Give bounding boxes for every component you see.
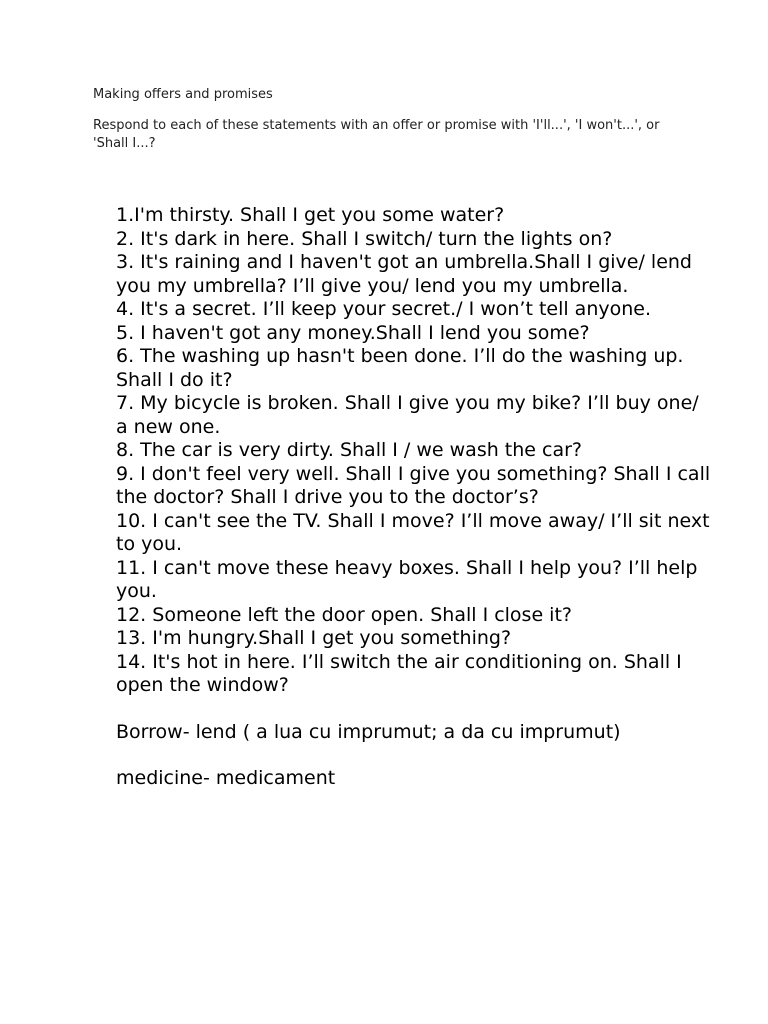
vocabulary-note-borrow-lend: Borrow- lend ( a lua cu imprumut; a da cu imprumut) bbox=[116, 720, 621, 743]
answer-item-7: 7. My bicycle is broken. Shall I give you my bike? I’ll buy one/ a new one. bbox=[116, 392, 699, 438]
answer-item-14: 14. It's hot in here. I’ll switch the air conditioning on. Shall I open the window? bbox=[116, 650, 682, 696]
answer-item-3: 3. It's raining and I haven't got an umbrella.Shall I give/ lend you my umbrella? I’ll give you/ lend you my umbrella. bbox=[116, 251, 692, 297]
worksheet-header bbox=[93, 86, 693, 153]
answer-item-10: 10. I can't see the TV. Shall I move? I’ll move away/ I’ll sit next to you. bbox=[116, 509, 710, 555]
answer-item-6: 6. The washing up hasn't been done. I’ll do the washing up. Shall I do it? bbox=[116, 345, 684, 391]
answer-list bbox=[116, 204, 716, 698]
answer-item-4: 4. It's a secret. I’ll keep your secret./ I won’t tell anyone. bbox=[116, 298, 652, 320]
vocabulary-note-medicine: medicine- medicament bbox=[116, 767, 336, 789]
answers-section bbox=[116, 204, 716, 791]
answer-item-13: 13. I'm hungry.Shall I get you something? bbox=[116, 627, 512, 649]
answer-item-5: 5. I haven't got any money.Shall I lend you some? bbox=[116, 321, 590, 344]
worksheet-instructions: Respond to each of these statements with an offer or promise with 'I'll...', 'I won't...', or 'Shall I...? bbox=[93, 118, 660, 151]
answer-item-11: 11. I can't move these heavy boxes. Shall I help you? I’ll help you. bbox=[116, 556, 698, 602]
answer-item-2: 2. It's dark in here. Shall I switch/ turn the lights on? bbox=[116, 227, 613, 250]
answer-item-8: 8. The car is very dirty. Shall I / we wash the car? bbox=[116, 439, 583, 461]
worksheet-title: Making offers and promises bbox=[93, 87, 273, 102]
answer-item-12: 12. Someone left the door open. Shall I close it? bbox=[116, 603, 572, 626]
answer-item-1: 1.I'm thirsty. Shall I get you some water? bbox=[116, 204, 505, 226]
answer-item-9: 9. I don't feel very well. Shall I give you something? Shall I call the doctor? Shall I drive you to the doctor’s? bbox=[116, 462, 711, 508]
